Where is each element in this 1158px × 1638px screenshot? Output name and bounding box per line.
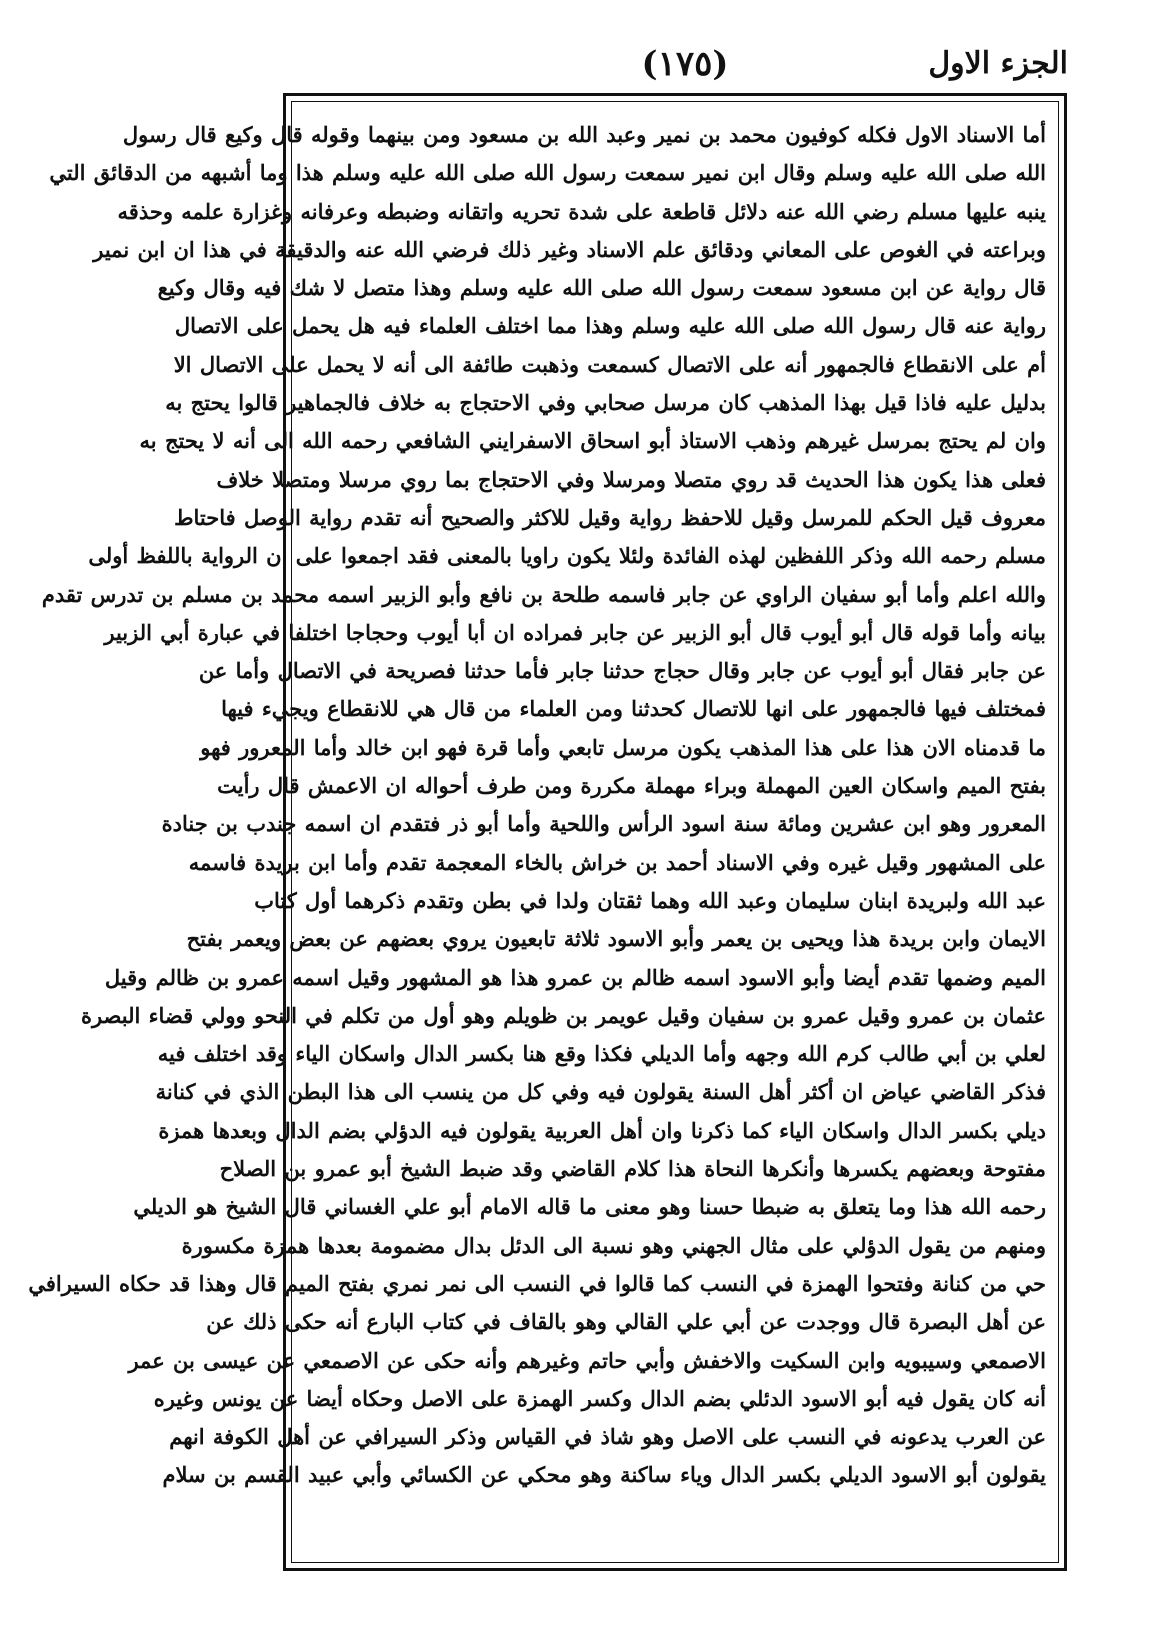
text-line: حي من كنانة وفتحوا الهمزة في النسب كما قالوا في النسب الى نمر نمري بفتح الميم قال وهذا قد حكاه السيرافي bbox=[28, 1270, 1046, 1296]
page-frame bbox=[28, 93, 1067, 1571]
text-line: المعرور وهو ابن عشرين ومائة سنة اسود الرأس واللحية وأما أبو ذر فتقدم ان اسمه جندب بن جنادة bbox=[161, 811, 1046, 837]
text-line: على المشهور وقيل غيره وفي الاسناد أحمد بن خراش بالخاء المعجمة تقدم وأما ابن بريدة فاسمه bbox=[188, 849, 1046, 875]
text-line: رواية عنه قال رسول الله صلى الله عليه وسلم وهذا مما اختلف العلماء فيه هل يحمل على الاتصال bbox=[174, 313, 1046, 339]
page-number: (١٧٥) bbox=[641, 44, 729, 84]
text-line: بفتح الميم واسكان العين المهملة وبراء مهملة مكررة ومن طرف أحواله ان الاعمش قال رأيت bbox=[217, 773, 1046, 799]
text-line: الاصمعي وسيبويه وابن السكيت والاخفش وأبي حاتم وغيرهم وأنه حكى عن الاصمعي عن عيسى بن عمر bbox=[128, 1347, 1046, 1373]
text-line: مفتوحة وبعضهم يكسرها وأنكرها النحاة هذا كلام القاضي وقد ضبط الشيخ أبو عمرو بن الصلاح bbox=[219, 1156, 1046, 1182]
text-line: وبراعته في الغوص على المعاني ودقائق علم الاسناد وغير ذلك فرضي الله عنه والدقيقة في هذا ان ابن نمير bbox=[93, 236, 1046, 262]
juz-title: الجزء الاول bbox=[928, 46, 1068, 81]
text-line: معروف قيل الحكم للمرسل وقيل للاحفظ رواية وقيل للاكثر والصحيح أنه تقدم رواية الوصل فاحتاط bbox=[174, 504, 1046, 530]
text-line: ديلي بكسر الدال واسكان الياء كما ذكرنا وان أهل العربية يقولون فيه الدؤلي بضم الدال وبعدها همزة bbox=[158, 1117, 1046, 1143]
text-line: والله اعلم وأما أبو سفيان الراوي عن جابر فاسمه طلحة بن نافع وأبو الزبير اسمه محمد بن مسلم بن تدرس تقدم bbox=[41, 581, 1046, 607]
text-line: فعلى هذا يكون هذا الحديث قد روي متصلا ومرسلا وفي الاحتجاج بما روي مرسلا ومتصلا خلاف bbox=[216, 466, 1046, 492]
text-line: لعلي بن أبي طالب كرم الله وجهه وأما الديلي فكذا وقع هنا بكسر الدال واسكان الياء وقد اختلف فيه bbox=[157, 1041, 1046, 1067]
text-line: ومنهم من يقول الدؤلي على مثال الجهني وهو نسبة الى الدئل بدال مضمومة بعدها همزة مكسورة bbox=[181, 1232, 1046, 1258]
text-line: الايمان وابن بريدة هذا ويحيى بن يعمر وأبو الاسود ثلاثة تابعيون يروي بعضهم عن بعض ويعمر بفتح bbox=[186, 926, 1046, 952]
text-line: بيانه وأما قوله قال أبو أيوب قال أبو الزبير عن جابر فمراده ان أبا أيوب وحجاجا اختلفا في عبارة أبي الزبير bbox=[104, 619, 1046, 645]
text-line: عن العرب يدعونه في النسب على الاصل وهو شاذ في القياس وذكر السيرافي عن أهل الكوفة انهم bbox=[169, 1424, 1046, 1450]
text-line: يقولون أبو الاسود الديلي بكسر الدال وياء ساكنة وهو محكي عن الكسائي وأبي عبيد القسم بن سلام bbox=[162, 1462, 1046, 1488]
text-line: فمختلف فيها فالجمهور على انها للاتصال كحدثنا ومن العلماء من قال هي للانقطاع ويجيء فيها bbox=[221, 696, 1046, 722]
text-line: بدليل عليه فاذا قيل بهذا المذهب كان مرسل صحابي وفي الاحتجاج به خلاف فالجماهير قالوا يحتج به bbox=[165, 390, 1046, 416]
text-line: عن جابر فقال أبو أيوب عن جابر وقال حجاج حدثنا جابر فأما حدثنا فصريحة في الاتصال وأما عن bbox=[198, 658, 1046, 684]
text-line: الميم وضمها تقدم أيضا وأبو الاسود اسمه ظالم بن عمرو هذا هو المشهور وقيل اسمه عمرو بن ظالم وقيل bbox=[104, 964, 1046, 990]
text-line: أما الاسناد الاول فكله كوفيون محمد بن نمير وعبد الله بن مسعود ومن بينهما وقوله قال وكيع قال رسول bbox=[122, 122, 1046, 147]
text-line: عبد الله ولبريدة ابنان سليمان وعبد الله وهما ثقتان ولدا في بطن وتقدم ذكرهما أول كتاب bbox=[254, 887, 1046, 913]
text-line: عن أهل البصرة قال ووجدت عن أبي علي القالي وهو بالقاف في كتاب البارع أنه حكى ذلك عن bbox=[206, 1309, 1046, 1335]
page-header bbox=[280, 36, 1090, 96]
text-line: رحمه الله هذا وما يتعلق به ضبطا حسنا وهو معنى ما قاله الامام أبو علي الغساني قال الشيخ هو الديلي bbox=[133, 1194, 1046, 1220]
text-line: وان لم يحتج بمرسل غيرهم وذهب الاستاذ أبو اسحاق الاسفرايني الشافعي رحمه الله الى أنه لا يحتج به bbox=[139, 428, 1046, 454]
text-body bbox=[28, 116, 1046, 1550]
text-line: أنه كان يقول فيه أبو الاسود الدئلي بضم الدال وكسر الهمزة على الاصل وحكاه أيضا عن يونس وغيره bbox=[153, 1385, 1046, 1411]
text-line: ما قدمناه الان هذا على هذا المذهب يكون مرسل تابعي وأما قرة فهو ابن خالد وأما المعرور فهو bbox=[200, 734, 1046, 760]
text-line: مسلم رحمه الله وذكر اللفظين لهذه الفائدة ولئلا يكون راويا بالمعنى فقد اجمعوا على ان الرواية باللفظ أولى bbox=[88, 543, 1046, 569]
text-line: عثمان بن عمرو وقيل عمرو بن سفيان وقيل عويمر بن ظويلم وهو أول من تكلم في النحو وولي قضاء البصرة bbox=[80, 1002, 1046, 1028]
text-line: قال رواية عن ابن مسعود سمعت رسول الله صلى الله عليه وسلم وهذا متصل لا شك فيه وقال وكيع bbox=[157, 275, 1046, 301]
text-line: أم على الانقطاع فالجمهور أنه على الاتصال كسمعت وذهبت طائفة الى أنه لا يحمل على الاتصال الا bbox=[173, 351, 1046, 377]
text-line: ينبه عليها مسلم رضي الله عنه دلائل قاطعة على شدة تحريه واتقانه وضبطه وعرفانه وغزارة علمه وحذقه bbox=[117, 198, 1046, 224]
text-line: فذكر القاضي عياض ان أكثر أهل السنة يقولون فيه وفي كل من ينسب الى هذا البطن الذي في كنانة bbox=[155, 1079, 1046, 1105]
text-line: الله صلى الله عليه وسلم وقال ابن نمير سمعت رسول الله صلى الله عليه وسلم هذا وما أشبهه من الدقائق التي bbox=[49, 160, 1046, 186]
